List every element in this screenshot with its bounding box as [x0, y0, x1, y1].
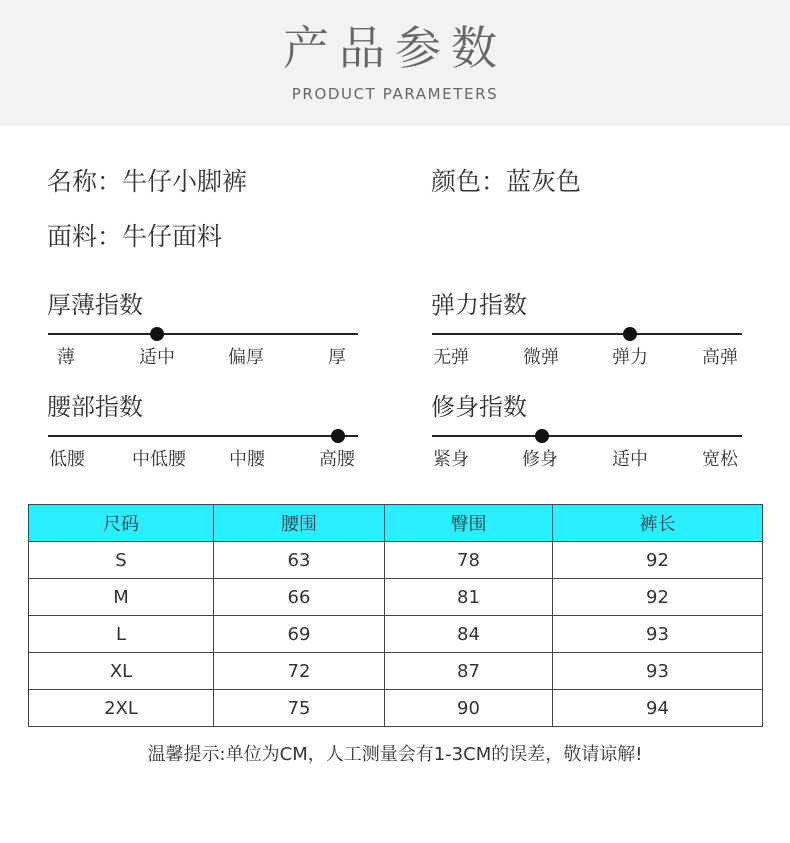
scale-label: 高腰 [319, 449, 355, 470]
table-cell: 2XL [29, 690, 214, 727]
scale-label: 中腰 [229, 449, 265, 470]
size-table [28, 504, 763, 727]
scale-marker [535, 429, 549, 443]
header-banner [0, 0, 790, 126]
table-cell: S [29, 542, 214, 579]
scale-label: 厚 [328, 347, 346, 368]
scale-label: 无弹 [433, 347, 469, 368]
scale-marker [331, 429, 345, 443]
table-cell: 84 [385, 616, 553, 653]
product-color: 颜色：蓝灰色 [431, 167, 582, 196]
waist-index-title: 腰部指数 [47, 393, 143, 421]
scale-label: 弹力 [612, 347, 648, 368]
scale-line [432, 333, 742, 335]
page-subtitle: PRODUCT PARAMETERS [291, 85, 499, 103]
table-cell: M [29, 579, 214, 616]
table-row [29, 690, 763, 727]
measurement-note: 温馨提示:单位为CM，人工测量会有1-3CM的误差，敬请谅解! [147, 744, 643, 765]
table-cell: 94 [553, 690, 763, 727]
column-header-hip: 臀围 [385, 505, 553, 542]
table-cell: 90 [385, 690, 553, 727]
table-cell: 66 [214, 579, 385, 616]
thickness-index-scale [48, 333, 358, 373]
table-row [29, 542, 763, 579]
table-row [29, 616, 763, 653]
table-cell: 75 [214, 690, 385, 727]
table-cell: 93 [553, 616, 763, 653]
scale-label: 适中 [139, 347, 175, 368]
scale-line [48, 333, 358, 335]
table-cell: 63 [214, 542, 385, 579]
scale-label: 低腰 [49, 449, 85, 470]
table-cell: 92 [553, 579, 763, 616]
table-cell: 78 [385, 542, 553, 579]
product-name: 名称：牛仔小脚裤 [47, 167, 248, 196]
column-header-size: 尺码 [29, 505, 214, 542]
table-cell: 81 [385, 579, 553, 616]
scale-label: 紧身 [433, 449, 469, 470]
fit-index-scale [432, 435, 742, 475]
scale-label: 微弹 [523, 347, 559, 368]
table-cell: 93 [553, 653, 763, 690]
column-header-length: 裤长 [553, 505, 763, 542]
elasticity-index-scale [432, 333, 742, 373]
elasticity-index-title: 弹力指数 [431, 291, 527, 319]
scale-label: 修身 [522, 449, 558, 470]
scale-label: 中低腰 [132, 449, 186, 470]
table-row [29, 653, 763, 690]
table-row [29, 579, 763, 616]
table-cell: 72 [214, 653, 385, 690]
scale-line [432, 435, 742, 437]
table-cell: L [29, 616, 214, 653]
scale-label: 高弹 [702, 347, 738, 368]
scale-marker [150, 327, 164, 341]
thickness-index-title: 厚薄指数 [47, 291, 143, 319]
scale-label: 偏厚 [228, 347, 264, 368]
table-cell: 92 [553, 542, 763, 579]
scale-label: 薄 [57, 347, 75, 368]
scale-label: 宽松 [702, 449, 738, 470]
product-fabric: 面料：牛仔面料 [47, 222, 223, 251]
table-header-row [29, 505, 763, 542]
column-header-waist: 腰围 [214, 505, 385, 542]
scale-label: 适中 [612, 449, 648, 470]
waist-index-scale [48, 435, 358, 475]
page-title: 产品参数 [283, 21, 507, 75]
scale-marker [623, 327, 637, 341]
scale-line [48, 435, 358, 437]
fit-index-title: 修身指数 [431, 393, 527, 421]
table-cell: 87 [385, 653, 553, 690]
table-cell: XL [29, 653, 214, 690]
table-cell: 69 [214, 616, 385, 653]
